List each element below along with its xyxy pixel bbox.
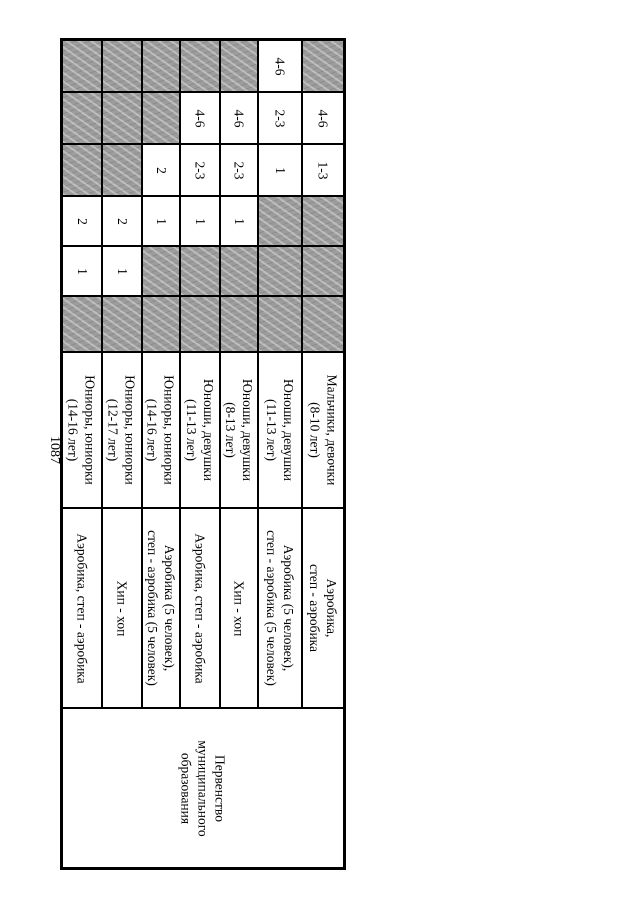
results-table [60, 38, 346, 870]
place-value: 2-3 [231, 161, 247, 179]
place-col-6 [258, 40, 302, 92]
discipline-text: Аэробика, степ - аэробика [307, 563, 339, 653]
place-value: 1 [74, 267, 90, 275]
place-col-1 [302, 296, 344, 352]
place-col-5 [102, 92, 142, 144]
discipline-text: Аэробика (5 человек), степ - аэробика (5 человек) [264, 530, 296, 686]
age-group-cell [142, 352, 180, 508]
age-group-cell [258, 352, 302, 508]
place-value: 2 [153, 166, 169, 174]
place-col-5 [220, 92, 258, 144]
competition-cell [62, 708, 344, 868]
discipline-text: Аэробика, степ - аэробика [74, 532, 90, 684]
place-value: 1 [272, 166, 288, 174]
place-col-4 [220, 144, 258, 196]
place-col-4 [302, 144, 344, 196]
age-group-cell [302, 352, 344, 508]
place-col-1 [180, 296, 220, 352]
competition-label: Первенство муниципального образования [178, 739, 228, 837]
discipline-text: Аэробика (5 человек), степ - аэробика (5 человек) [145, 530, 177, 686]
place-col-2 [142, 246, 180, 296]
place-col-2 [258, 246, 302, 296]
place-col-1 [258, 296, 302, 352]
age-group-cell [180, 352, 220, 508]
place-value: 2 [114, 217, 130, 225]
place-value: 1 [231, 217, 247, 225]
place-value: 1 [114, 267, 130, 275]
place-col-5 [258, 92, 302, 144]
place-col-6 [142, 40, 180, 92]
discipline-cell [302, 508, 344, 708]
place-col-6 [220, 40, 258, 92]
place-col-3 [258, 196, 302, 246]
place-col-1 [102, 296, 142, 352]
place-col-3 [220, 196, 258, 246]
place-col-3 [180, 196, 220, 246]
place-value: 2-3 [272, 109, 288, 127]
age-group-text: Юниоры, юниорки (14-16 лет) [145, 375, 177, 485]
place-col-5 [142, 92, 180, 144]
place-col-2 [102, 246, 142, 296]
discipline-cell [258, 508, 302, 708]
place-value: 4-6 [315, 109, 331, 127]
discipline-cell [102, 508, 142, 708]
age-group-cell [62, 352, 102, 508]
place-value: 2-3 [192, 161, 208, 179]
place-value: 2 [74, 217, 90, 225]
age-group-text: Мальчики, девочки (8-10 лет) [307, 374, 339, 486]
place-col-5 [62, 92, 102, 144]
place-col-6 [180, 40, 220, 92]
discipline-cell [142, 508, 180, 708]
discipline-cell [180, 508, 220, 708]
place-col-2 [180, 246, 220, 296]
place-col-6 [102, 40, 142, 92]
place-value: 1 [153, 217, 169, 225]
place-col-2 [302, 246, 344, 296]
place-col-5 [302, 92, 344, 144]
place-value: 4-6 [272, 57, 288, 75]
age-group-text: Юноши, девушки (11-13 лет) [184, 379, 216, 481]
place-value: 1 [192, 217, 208, 225]
place-col-2 [62, 246, 102, 296]
place-value: 4-6 [192, 109, 208, 127]
age-group-text: Юниоры, юниорки (14-16 лет) [66, 375, 98, 485]
age-group-text: Юноши, девушки (8-13 лет) [223, 379, 255, 481]
discipline-cell [62, 508, 102, 708]
discipline-cell [220, 508, 258, 708]
place-col-3 [62, 196, 102, 246]
place-col-4 [180, 144, 220, 196]
place-col-4 [142, 144, 180, 196]
age-group-cell [102, 352, 142, 508]
discipline-text: Хип - хоп [114, 580, 130, 636]
age-group-text: Юниоры, юниорки (12-17 лет) [106, 375, 138, 485]
page-number: 1087 [47, 436, 62, 464]
place-col-2 [220, 246, 258, 296]
place-col-4 [258, 144, 302, 196]
place-col-1 [142, 296, 180, 352]
place-col-1 [220, 296, 258, 352]
place-value: 1-3 [315, 161, 331, 179]
place-value: 4-6 [231, 109, 247, 127]
place-col-4 [102, 144, 142, 196]
age-group-text: Юноши, девушки (11-13 лет) [264, 379, 296, 481]
place-col-3 [102, 196, 142, 246]
discipline-text: Хип - хоп [231, 580, 247, 636]
place-col-3 [302, 196, 344, 246]
place-col-3 [142, 196, 180, 246]
place-col-5 [180, 92, 220, 144]
age-group-cell [220, 352, 258, 508]
place-col-6 [62, 40, 102, 92]
place-col-4 [62, 144, 102, 196]
discipline-text: Аэробика, степ - аэробика [192, 532, 208, 684]
place-col-1 [62, 296, 102, 352]
place-col-6 [302, 40, 344, 92]
